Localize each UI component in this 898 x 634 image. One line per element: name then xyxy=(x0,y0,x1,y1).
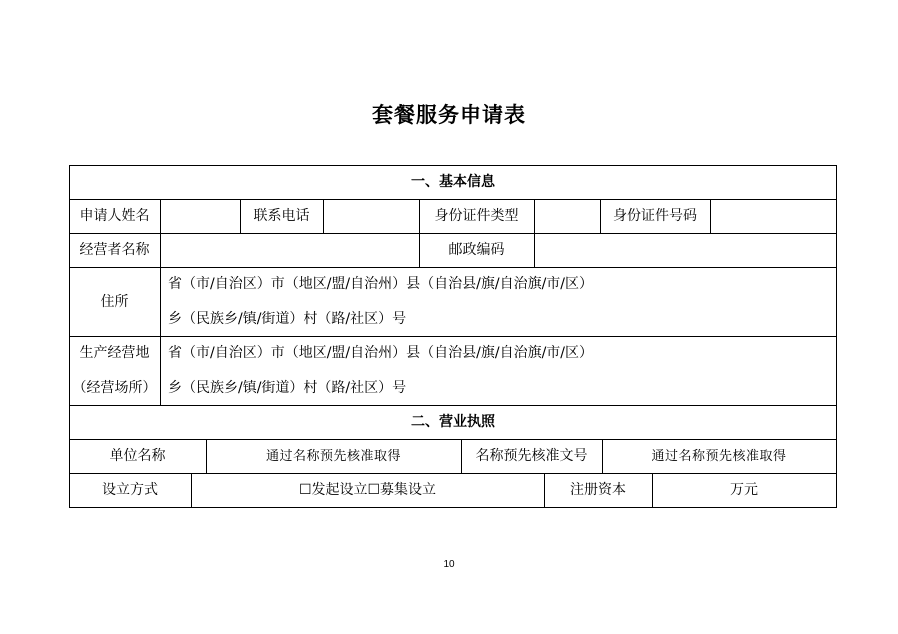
phone-field[interactable] xyxy=(323,199,419,233)
applicant-name-field[interactable] xyxy=(160,199,240,233)
production-site-address-line1[interactable]: 省（市/自治区）市（地区/盟/自治州）县（自治县/旗/自治旗/市/区） xyxy=(168,345,594,361)
unit-name-label: 单位名称 xyxy=(109,448,166,464)
residence-address-line2[interactable]: 乡（民族乡/镇/街道）村（路/社区）号 xyxy=(168,310,407,327)
postal-code-label: 邮政编码 xyxy=(448,242,505,258)
application-form-table xyxy=(69,165,837,508)
section-basic-info-header: 一、基本信息 xyxy=(411,174,495,190)
phone-label: 联系电话 xyxy=(253,208,310,224)
production-site-address-line2[interactable]: 乡（民族乡/镇/街道）村（路/社区）号 xyxy=(168,379,407,396)
section-business-license-header: 二、营业执照 xyxy=(411,414,495,430)
pre-approval-number-label: 名称预先核准文号 xyxy=(475,448,588,464)
applicant-name-label: 申请人姓名 xyxy=(79,208,150,224)
establish-method-label: 设立方式 xyxy=(102,482,158,498)
residence-label: 住所 xyxy=(100,293,129,310)
registered-capital-label: 注册资本 xyxy=(570,482,626,498)
establish-method-options[interactable]: ☐发起设立☐募集设立 xyxy=(298,482,437,498)
page-number: 10 xyxy=(443,559,455,570)
registered-capital-field[interactable]: 万元 xyxy=(730,482,758,498)
table-border-right xyxy=(836,165,837,508)
form-title: 套餐服务申请表 xyxy=(372,103,526,127)
unit-name-field[interactable]: 通过名称预先核准取得 xyxy=(265,448,401,464)
production-site-sublabel: （经营场所） xyxy=(72,379,157,396)
operator-name-field[interactable] xyxy=(160,233,419,267)
id-type-label: 身份证件类型 xyxy=(434,208,519,224)
id-type-field[interactable] xyxy=(534,199,600,233)
residence-address-line1[interactable]: 省（市/自治区）市（地区/盟/自治州）县（自治县/旗/自治旗/市/区） xyxy=(168,276,594,292)
production-site-label: 生产经营地 xyxy=(79,345,150,361)
id-number-label: 身份证件号码 xyxy=(613,208,697,224)
operator-name-label: 经营者名称 xyxy=(79,242,150,258)
postal-code-field[interactable] xyxy=(534,233,836,267)
pre-approval-number-field[interactable]: 通过名称预先核准取得 xyxy=(651,448,787,464)
id-number-field[interactable] xyxy=(710,199,836,233)
table-border-bottom xyxy=(69,507,837,508)
